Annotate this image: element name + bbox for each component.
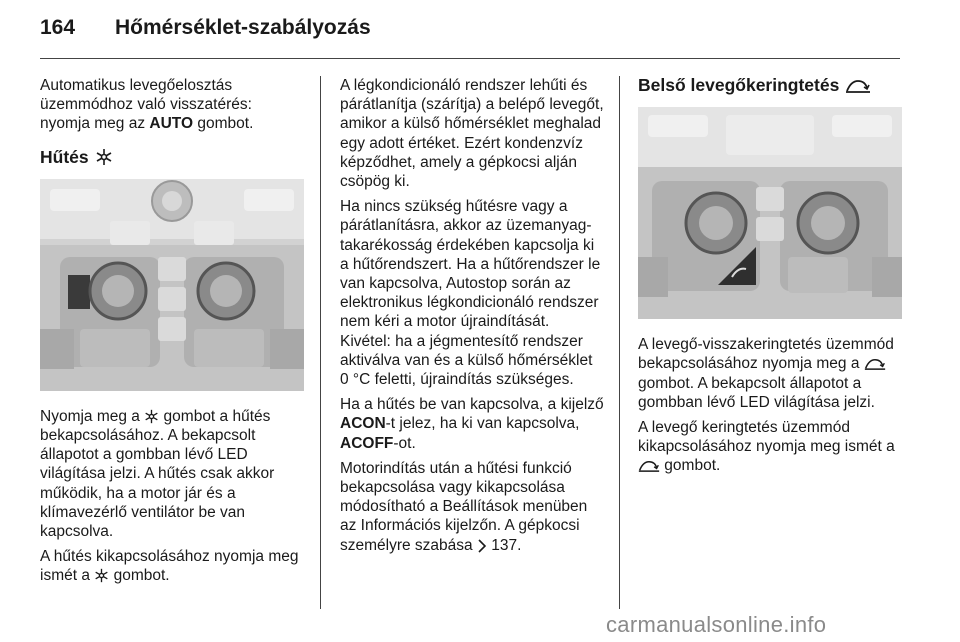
recirculation-icon [845, 78, 871, 94]
cooling-paragraph-2: A hűtés kikapcsolásához nyomja meg ismét a gombot. [40, 548, 299, 585]
cooling-panel-figure [40, 179, 304, 391]
cooling-paragraph-1: Nyomja meg a gombot a hűtés bekapcsolásához. A bekapcsolt állapotot a gombban lévő LED világítása jelzi. A hűtés csak akkor működik, ha a motor jár és a klímavezérlő ventilátor be van kapcsolva. [40, 407, 275, 541]
page-title: Hőmérséklet-szabályozás [115, 16, 371, 39]
acon-keyword: ACON [340, 415, 386, 433]
column-3 [638, 76, 902, 482]
ac-paragraph-1: A légkondicionáló rendszer lehűti és párátlanítja (szárítja) a belépő levegőt, amikor a külső hőmérséklet meghalad egy adott értéket. Ezért kondenzvíz képződhet, amely a gépkocsi alján csöpög ki. [340, 77, 604, 191]
ac-paragraph-2: Ha nincs szükség hűtésre vagy a párátlanításra, akkor az üzemanyag-takarékosság érdekében kapcsolja ki a hűtőrendszert. Ha a hűtőrendszer le van kapcsolva, Autostop során az elektronikus légkondicionáló rendszer nem kéri a motor újraindítását. Kivétel: ha a jégmentesítő rendszer aktiválva van és a külső hőmérséklet 0 °C feletti, újraindítás szükséges. [340, 198, 601, 389]
recirculation-paragraph-1: A levegő-visszakeringtetés üzemmód bekapcsolásához nyomja meg a gombot. A bekapcsolt állapotot a gombban lévő LED világítása jelzi. [638, 336, 894, 411]
cooling-heading: Hűtés [40, 148, 304, 167]
intro-paragraph: Automatikus levegőelosztás üzemmódhoz való visszatérés: nyomja meg az AUTO gombot. [40, 77, 254, 133]
page-header [40, 16, 371, 46]
header-rule [40, 58, 900, 59]
snowflake-icon [144, 409, 159, 424]
recirculation-heading: Belső levegőkeringtetés [638, 76, 902, 95]
recirculation-panel-figure [638, 107, 902, 319]
recirculation-icon [864, 357, 886, 371]
snowflake-icon [94, 568, 109, 583]
auto-keyword: AUTO [149, 115, 194, 133]
recirculation-paragraph-2: A levegő keringtetés üzemmód kikapcsolásához nyomja meg ismét a gombot. [638, 419, 895, 475]
ac-paragraph-3: Ha a hűtés be van kapcsolva, a kijelző ACON-t jelez, ha ki van kapcsolva, ACOFF-ot. [340, 396, 604, 452]
page-reference-arrow-icon [477, 539, 487, 553]
column-divider-1 [320, 76, 321, 609]
acoff-keyword: ACOFF [340, 434, 394, 452]
watermark: carmanualsonline.info [606, 612, 827, 637]
page-number: 164 [40, 16, 76, 39]
ac-paragraph-4: Motorindítás után a hűtési funkció bekapcsolása vagy kikapcsolása módosítható a Beállítások menüben az Információs kijelzőn. A gépkocsi személyre szabása 137. [340, 459, 588, 554]
snowflake-icon [95, 148, 113, 166]
column-divider-2 [619, 76, 620, 609]
column-1 [40, 76, 304, 592]
column-2 [340, 76, 604, 561]
recirculation-icon [638, 459, 660, 473]
